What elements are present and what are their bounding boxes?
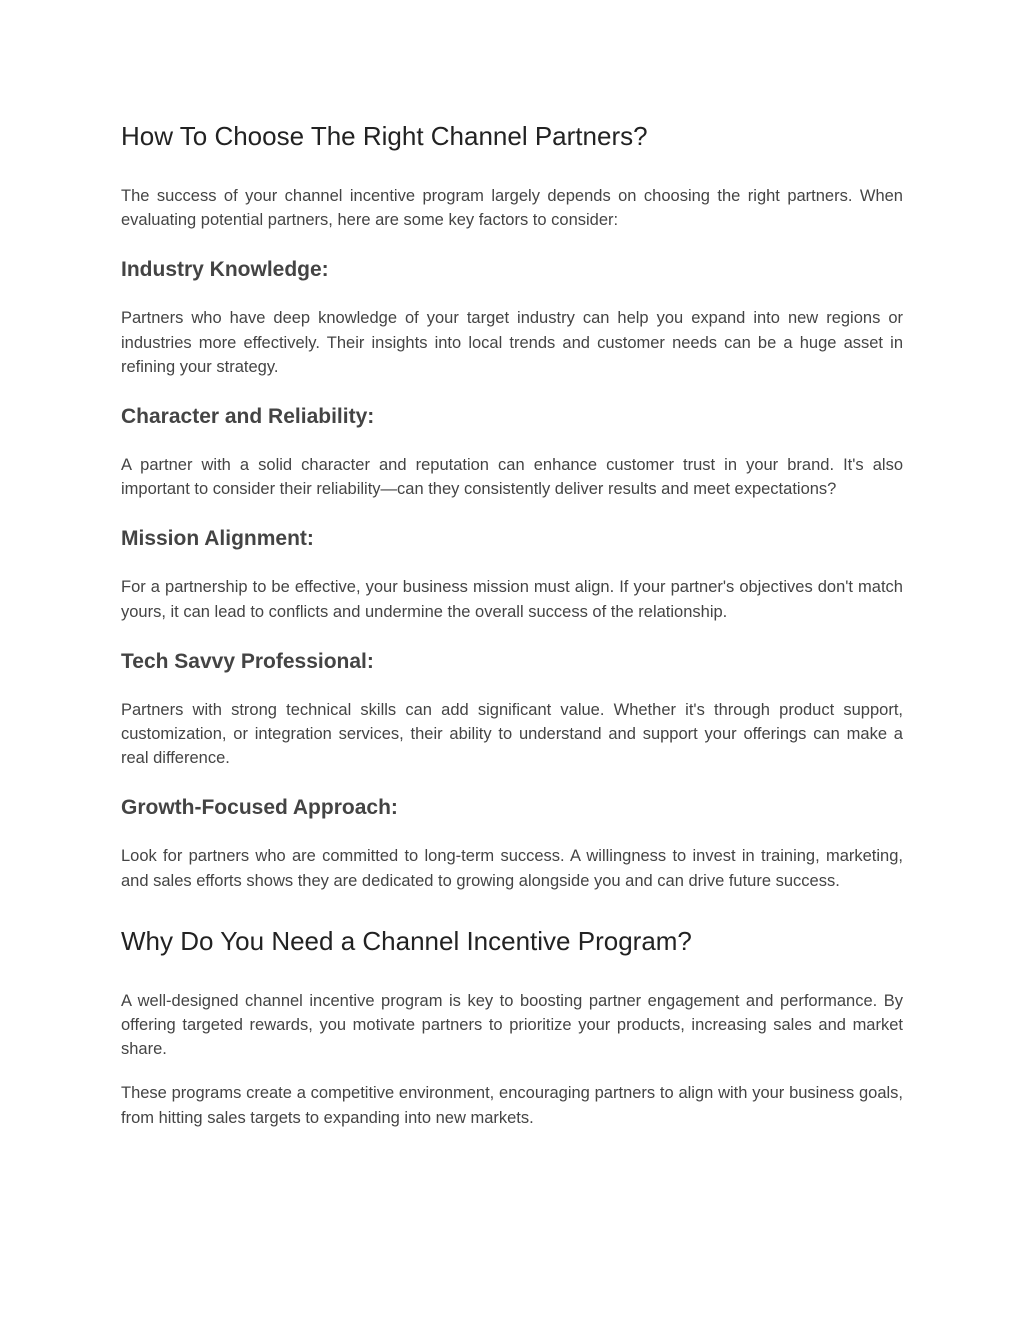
- section-title-choose-partners: How To Choose The Right Channel Partners?: [121, 121, 648, 151]
- paragraph-mission-alignment: For a partnership to be effective, your business mission must align. If your partner's objectives don't match yours, it can lead to conflicts and undermine the overall success of the relationship.: [121, 578, 903, 621]
- heading-character-reliability: Character and Reliability:: [121, 405, 375, 429]
- heading-industry-knowledge: Industry Knowledge:: [121, 258, 329, 282]
- section-title-why-need: Why Do You Need a Channel Incentive Program?: [121, 925, 692, 956]
- heading-mission-alignment: Mission Alignment:: [121, 527, 314, 551]
- heading-growth-focused: Growth-Focused Approach:: [121, 796, 398, 820]
- paragraph-tech-savvy: Partners with strong technical skills can add significant value. Whether it's through product support, customization, or integration services, their ability to understand and support your offerings can make a real difference.: [121, 700, 903, 768]
- paragraph-growth-focused: Look for partners who are committed to long-term success. A willingness to invest in training, marketing, and sales efforts shows they are dedicated to growing alongside you and can drive future success.: [121, 847, 903, 890]
- paragraph-why-need-2: These programs create a competitive environment, encouraging partners to align with your business goals, from hitting sales targets to expanding into new markets.: [121, 1084, 903, 1127]
- paragraph-character-reliability: A partner with a solid character and reputation can enhance customer trust in your brand. It's also important to consider their reliability—can they consistently deliver results and meet expectations?: [121, 456, 903, 499]
- paragraph-why-need-1: A well-designed channel incentive program is key to boosting partner engagement and performance. By offering targeted rewards, you motivate partners to prioritize your products, increasing sales and market share.: [121, 991, 903, 1059]
- paragraph-industry-knowledge: Partners who have deep knowledge of your target industry can help you expand into new regions or industries more effectively. Their insights into local trends and customer needs can be a huge asset in refining your strategy.: [121, 309, 903, 376]
- heading-tech-savvy: Tech Savvy Professional:: [121, 649, 374, 673]
- document-page: [121, 118, 903, 1130]
- intro-paragraph: The success of your channel incentive program largely depends on choosing the right partners. When evaluating potential partners, here are some key factors to consider:: [121, 187, 903, 230]
